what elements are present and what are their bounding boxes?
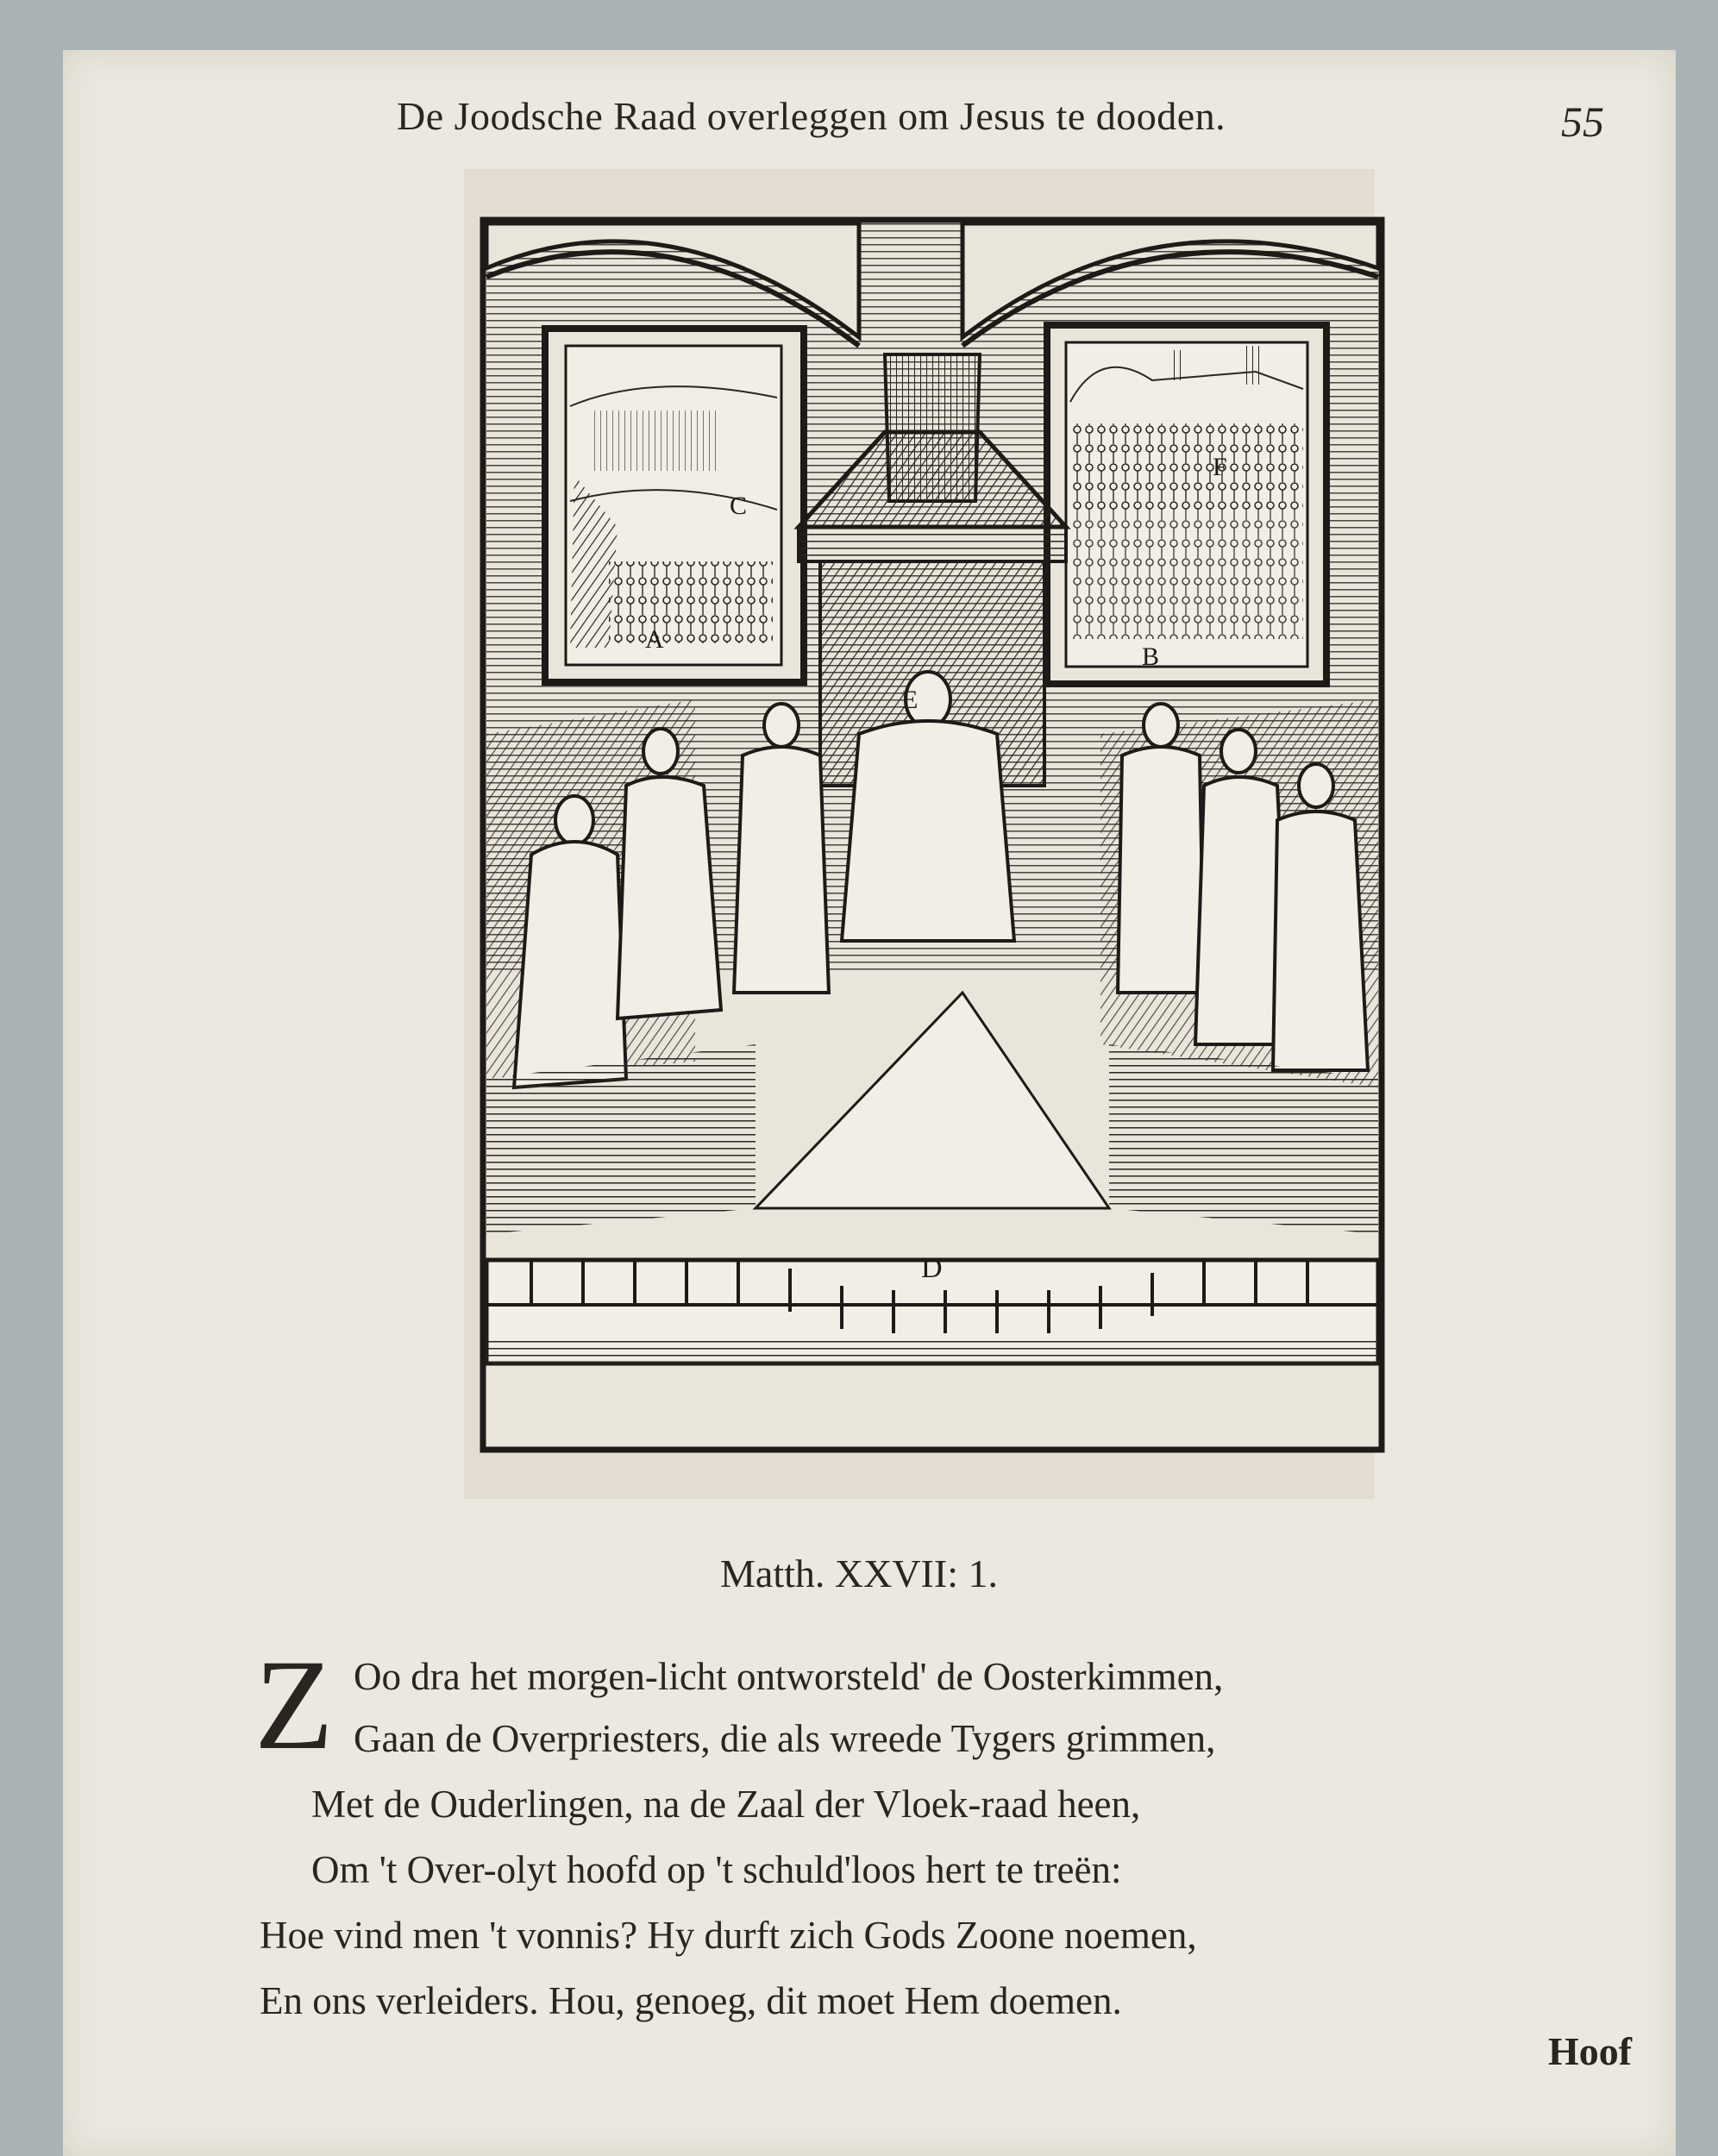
- label-a: A: [645, 625, 664, 654]
- poem-line: Oo dra het morgen-licht ontworsteld' de Oosterkimmen,: [354, 1655, 1224, 1698]
- poem-line: En ons verleiders. Hou, genoeg, dit moet Hem doemen.: [260, 1979, 1122, 2022]
- catchword: Hoof: [1548, 2029, 1633, 2073]
- poem-line: Gaan de Overpriesters, die als wreede Tygers grimmen,: [354, 1717, 1216, 1760]
- poem-line: Hoe vind men 't vonnis? Hy durft zich Gods Zoone noemen,: [260, 1914, 1197, 1957]
- poem-line: Om 't Over-olyt hoofd op 't schuld'loos hert te treën:: [311, 1848, 1122, 1891]
- label-e: E: [902, 686, 919, 714]
- woodcut-illustration: [480, 216, 1385, 1453]
- running-head: De Joodsche Raad overleggen om Jesus te dooden.: [397, 94, 1226, 138]
- page-number: 55: [1561, 97, 1604, 146]
- label-c: C: [730, 492, 748, 520]
- scripture-reference: Matth. XXVII: 1.: [720, 1551, 998, 1595]
- label-d: D: [921, 1252, 943, 1284]
- drop-cap: Z: [254, 1633, 334, 1777]
- poem-line: Met de Ouderlingen, na de Zaal der Vloek-raad heen,: [311, 1783, 1141, 1826]
- label-f: F: [1213, 453, 1227, 481]
- label-b: B: [1142, 642, 1160, 671]
